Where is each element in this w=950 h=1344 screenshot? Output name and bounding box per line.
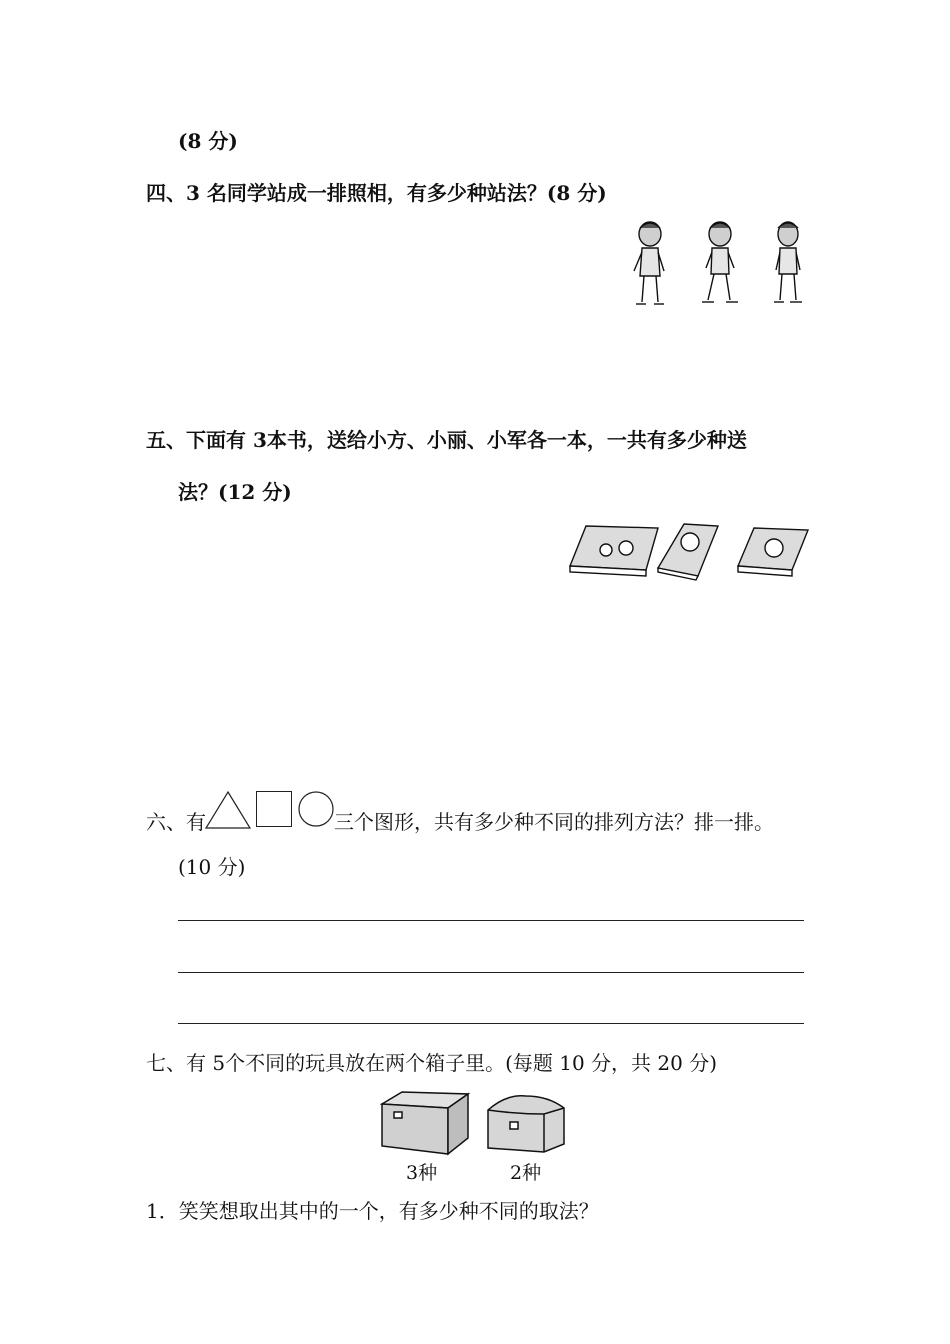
q6-prefix: 六、有	[146, 810, 206, 834]
answer-line	[178, 1023, 804, 1024]
q3-score: (8 分)	[178, 129, 238, 153]
triangle-icon	[204, 790, 252, 830]
child-figure	[634, 222, 664, 304]
child-figure	[702, 222, 738, 302]
book-figure	[738, 528, 808, 576]
box-1-illustration	[380, 1090, 470, 1156]
answer-line	[178, 972, 804, 973]
box-2-label: 2种	[510, 1162, 542, 1184]
three-children-illustration	[628, 216, 806, 312]
q6-score: (10 分)	[178, 855, 246, 879]
q7-text: 七、有 5个不同的玩具放在两个箱子里。(每题 10 分，共 20 分)	[146, 1051, 718, 1075]
q4-text: 四、3 名同学站成一排照相，有多少种站法？(8 分)	[146, 181, 607, 205]
box-1-label: 3种	[406, 1162, 438, 1184]
answer-line	[178, 920, 804, 921]
q6-suffix: 三个图形，共有多少种不同的排列方法？排一排。	[334, 810, 774, 834]
circle-icon	[296, 789, 336, 829]
three-books-illustration	[566, 520, 810, 582]
q5-line2: 法？(12 分)	[178, 480, 292, 504]
book-figure	[570, 526, 658, 576]
square-icon	[256, 791, 292, 827]
q5-line1: 五、下面有 3本书，送给小方、小丽、小军各一本，一共有多少种送	[146, 428, 747, 452]
child-figure	[774, 222, 802, 302]
box-2-illustration	[486, 1092, 566, 1154]
book-figure	[658, 524, 718, 580]
q7-sub1: 1．笑笑想取出其中的一个，有多少种不同的取法？	[146, 1199, 599, 1223]
